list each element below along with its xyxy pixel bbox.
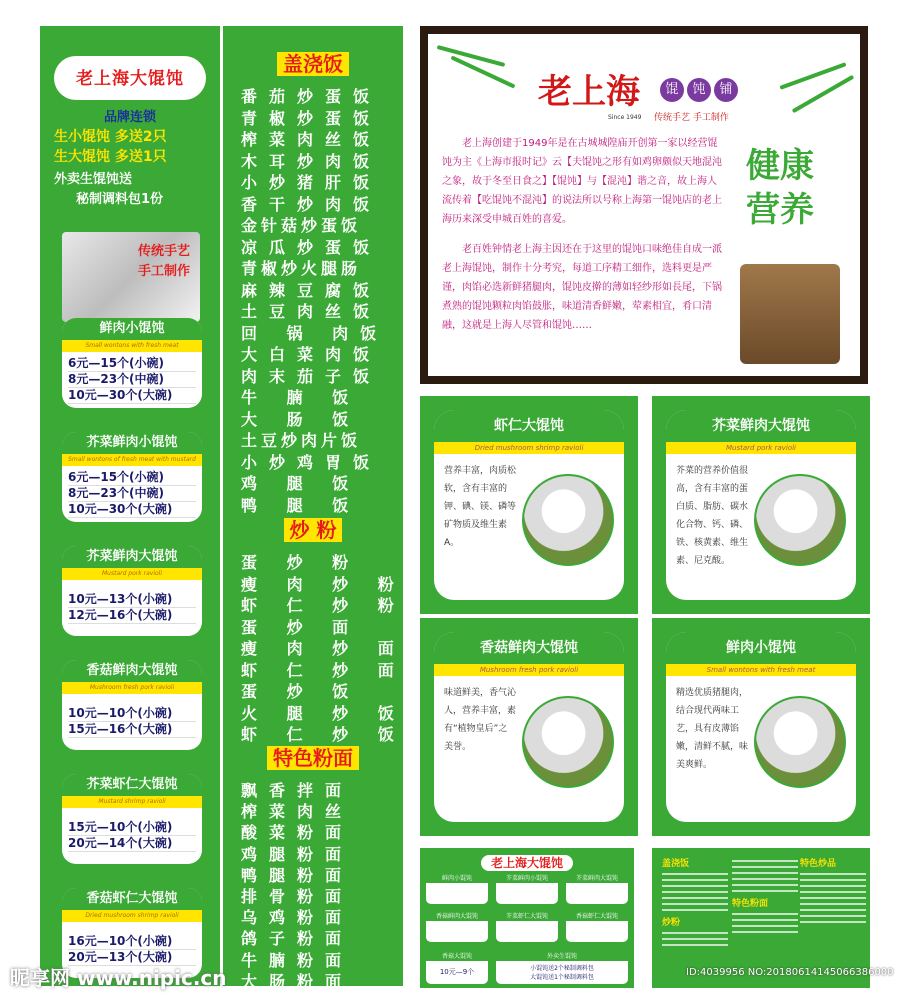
dish-item: 香干炒肉饭 (241, 194, 382, 214)
photo-caption-2: 手工制作 (137, 264, 190, 279)
logo-text: 老上海 (538, 72, 640, 112)
mini-card: 芥菜虾仁大馄饨 (496, 912, 558, 942)
product-subtitle: Small wontons with fresh meat (666, 664, 856, 676)
menu-card-title: 香菇虾仁大馄饨 (62, 888, 202, 910)
dish-item: 牛腩粉面 (241, 950, 354, 970)
watermark-id: ID:4039956 NO:20180614145066386000 (686, 967, 894, 978)
price-line: 15元—10个(小碗) (68, 820, 196, 836)
promo-line-2: 生大馄饨 多送1只 (54, 149, 167, 165)
dish-item: 凉瓜炒蛋饭 (241, 237, 382, 257)
brand-subtitle: 品牌连锁 (103, 110, 156, 125)
menu-card-subtitle: Mustard pork ravioli (62, 568, 202, 580)
price-line: 6元—15个(小碗) (68, 470, 196, 486)
menu-card-subtitle: Mushroom fresh pork ravioli (62, 682, 202, 694)
photo-caption-1: 传统手艺 (137, 244, 190, 259)
dish-item: 回 锅 肉饭 (241, 323, 389, 343)
menu-card (62, 318, 202, 408)
dish-item: 土豆炒肉片饭 (241, 431, 362, 450)
promo-line-3: 外卖生馄饨送 (54, 172, 133, 187)
dish-item: 青椒炒蛋饭 (241, 108, 382, 128)
wonton-photo (62, 232, 200, 322)
price-line: 12元—16个(大碗) (68, 608, 196, 624)
dish-item: 火 腿 炒 饭 (241, 703, 406, 723)
menu-card-title: 鲜肉小馄饨 (62, 318, 202, 340)
dish-item: 蛋 炒 面 (241, 617, 361, 637)
logo-tagline: 传统手艺 手工制作 (654, 113, 729, 123)
product-title: 芥菜鲜肉大馄饨 (666, 410, 856, 442)
product-card (420, 618, 638, 836)
mini-card: 芥菜鲜肉小馄饨 (496, 874, 558, 904)
section-heading-special: 特色粉面 (223, 742, 403, 771)
dish-item: 土豆肉丝饭 (241, 302, 382, 321)
dish-menu-column (223, 26, 406, 991)
price-line: 8元—23个(中碗) (68, 372, 196, 388)
product-photo (754, 474, 846, 566)
section-heading-rice: 盖浇饭 (223, 48, 403, 77)
menu-card-subtitle: Mustard shrimp ravioli (62, 796, 202, 808)
mini-title: 老上海大馄饨 (420, 852, 634, 871)
product-title: 香菇鲜肉大馄饨 (434, 632, 624, 664)
price-line: 10元—10个(小碗) (68, 706, 196, 722)
product-subtitle: Mustard pork ravioli (666, 442, 856, 454)
dish-item: 麻辣豆腐饭 (241, 280, 382, 300)
dish-item: 瘦 肉 炒 粉 (241, 574, 406, 594)
product-description: 味道鲜美，香气沁人，营养丰富，素有“植物皇后”之美誉。 (444, 688, 517, 752)
brand-story-panel (420, 26, 868, 384)
product-card (652, 396, 870, 614)
product-card (652, 618, 870, 836)
menu-card-subtitle: Dried mushroom shrimp ravioli (62, 910, 202, 922)
dish-item: 木耳炒肉饭 (241, 151, 382, 171)
dish-item: 鸽子粉面 (241, 929, 354, 949)
story-content (428, 34, 860, 376)
price-line: 20元—13个(大碗) (68, 950, 196, 966)
menu-card-title: 芥菜虾仁大馄饨 (62, 774, 202, 796)
dish-item: 青椒炒火腿肠 (241, 259, 362, 278)
mini-menu-preview (420, 848, 634, 988)
dish-item: 榨菜肉丝饭 (241, 130, 382, 149)
product-title: 鲜肉小馄饨 (666, 632, 856, 664)
product-description: 精选优质猪腿肉，结合现代两味工艺，具有皮薄馅嫩，清鲜不腻，味美爽鲜。 (676, 688, 749, 770)
mini-card: 鲜肉小馄饨 (426, 874, 488, 904)
product-card (420, 396, 638, 614)
price-line: 16元—10个(小碗) (68, 934, 196, 950)
dish-item: 大 肠 饭 (241, 409, 361, 429)
brand-pill (54, 56, 206, 100)
badge-char: 馄 (660, 78, 684, 102)
section-heading-fried: 炒 粉 (223, 514, 403, 543)
dish-item: 鸡腿粉面 (241, 844, 354, 864)
product-description: 芥菜的营养价值很高，含有丰富的蛋白质、脂肪、碳水化合物、钙、磷、铁、核黄素、维生素、尼克酸。 (676, 466, 749, 566)
left-menu-column (40, 26, 220, 986)
price-line: 20元—14个(大碗) (68, 836, 196, 852)
watermark-logo: 昵享网 www.nipic.cn (10, 966, 227, 990)
price-line: 15元—16个(大碗) (68, 722, 196, 738)
mini-card: 香菇鲜肉大馄饨 (426, 912, 488, 942)
price-line: 8元—23个(中碗) (68, 486, 196, 502)
price-line: 6元—15个(小碗) (68, 356, 196, 372)
dish-item: 鸡 腿 饭 (241, 474, 361, 493)
mini-heading: 盖浇饭 (662, 859, 690, 869)
product-subtitle: Mushroom fresh pork ravioli (434, 664, 624, 676)
story-paragraph: 老上海创建于1949年是在古城城隍庙开创第一家以经营馄饨为主《上海市报时记》云【夫馄饨之形有如鸡卵颇似天地混沌之象，故于冬至日食之】【馄饨】与【混沌】谐之音，故上海人流传着【吃馄饨不混沌】的说法所以号称上海第一馄饨店的老上海历来深受申城百姓的喜爱。 (442, 138, 722, 225)
price-line: 10元—30个(大碗) (68, 502, 196, 518)
dish-item: 虾 仁 炒 面 (241, 660, 406, 680)
menu-card-title: 芥菜鲜肉大馄饨 (62, 546, 202, 568)
badge-char: 铺 (714, 78, 738, 102)
logo-badge (660, 78, 738, 102)
menu-card (62, 546, 202, 636)
promo-line-1: 生小馄饨 多送2只 (54, 129, 167, 145)
menu-card (62, 432, 202, 522)
dish-item: 金针菇炒蛋饭 (241, 216, 362, 235)
dish-item: 瘦 肉 炒 面 (241, 639, 406, 658)
mini-card: 香菇虾仁大馄饨 (566, 912, 628, 942)
menu-card (62, 660, 202, 750)
price-line: 10元—13个(小碗) (68, 592, 196, 608)
dish-item: 小炒鸡胃饭 (241, 452, 382, 472)
story-paragraph: 老百姓钟情老上海主因还在于这里的馄饨口味绝佳自成一派老上海馄饨，制作十分考究，每道工序精工细作，选料更是严谨，肉馅必选新鲜猪腿肉，馄饨皮擀的薄如轻纱形如長尾，下锅煮熟的馄饨颗粒肉馅鼓胀，味道清香鲜嫩，荤素相宜，肴口清融，这就是上海人尽管和馄饨…… (442, 244, 722, 331)
brand-title: 老上海大馄饨 (76, 69, 184, 89)
dish-item: 番茄炒蛋饭 (241, 87, 382, 106)
health-slogan: 健康营养 (746, 146, 814, 230)
mini-heading: 炒粉 (662, 918, 681, 928)
dish-item: 鸭腿粉面 (241, 865, 354, 885)
dish-item: 肉末茄子饭 (241, 366, 382, 386)
product-title: 虾仁大馄饨 (434, 410, 624, 442)
mini-heading: 特色粉面 (732, 899, 769, 909)
badge-char: 饨 (687, 78, 711, 102)
menu-card-title: 芥菜鲜肉小馄饨 (62, 432, 202, 454)
product-photo (522, 474, 614, 566)
price-line: 10元—30个(大碗) (68, 388, 196, 404)
menu-card (62, 774, 202, 864)
dish-item: 飘香拌面 (241, 781, 354, 800)
dish-item: 乌鸡粉面 (241, 908, 354, 928)
dish-item: 酸菜粉面 (241, 823, 354, 843)
product-photo (754, 696, 846, 788)
menu-card-title: 香菇鲜肉大馄饨 (62, 660, 202, 682)
dish-item: 榨菜肉丝 (241, 802, 354, 822)
menu-card-subtitle: Small wontons with fresh meat (62, 340, 202, 352)
dish-item: 大白菜肉饭 (241, 345, 382, 364)
promo-line-4: 秘制调料包1份 (76, 192, 164, 207)
vendor-illustration (740, 264, 840, 364)
dish-item: 排骨粉面 (241, 887, 354, 906)
dish-item: 鸭 腿 饭 (241, 495, 361, 515)
mini-card: 香菇大馄饨 10元—9个 (426, 952, 488, 984)
product-subtitle: Dried mushroom shrimp ravioli (434, 442, 624, 454)
product-description: 营养丰富，肉质松软，含有丰富的钾、碘、镁、磷等矿物质及维生素A。 (444, 466, 517, 548)
menu-card-subtitle: Small wontons of fresh meat with mustard (62, 454, 202, 466)
dish-item: 大肠粉面 (241, 971, 354, 991)
dish-item: 小炒猪肝饭 (241, 173, 382, 192)
dish-item: 虾 仁 炒 粉 (241, 596, 406, 615)
mini-card: 芥菜鲜肉大馄饨 (566, 874, 628, 904)
logo-since: Since 1949 (608, 114, 642, 121)
brand-header (46, 34, 214, 219)
dish-item: 牛 腩 饭 (241, 388, 361, 407)
mini-card: 外卖生馄饨 小馄饨送2个秘制调料包 大馄饨送1个秘制调料包 (496, 952, 628, 984)
product-photo (522, 696, 614, 788)
mini-heading: 特色炒品 (800, 859, 837, 869)
dish-item: 虾 仁 炒 饭 (241, 725, 406, 744)
dish-item: 蛋 炒 粉 (241, 553, 361, 572)
dish-item: 蛋 炒 饭 (241, 682, 361, 701)
